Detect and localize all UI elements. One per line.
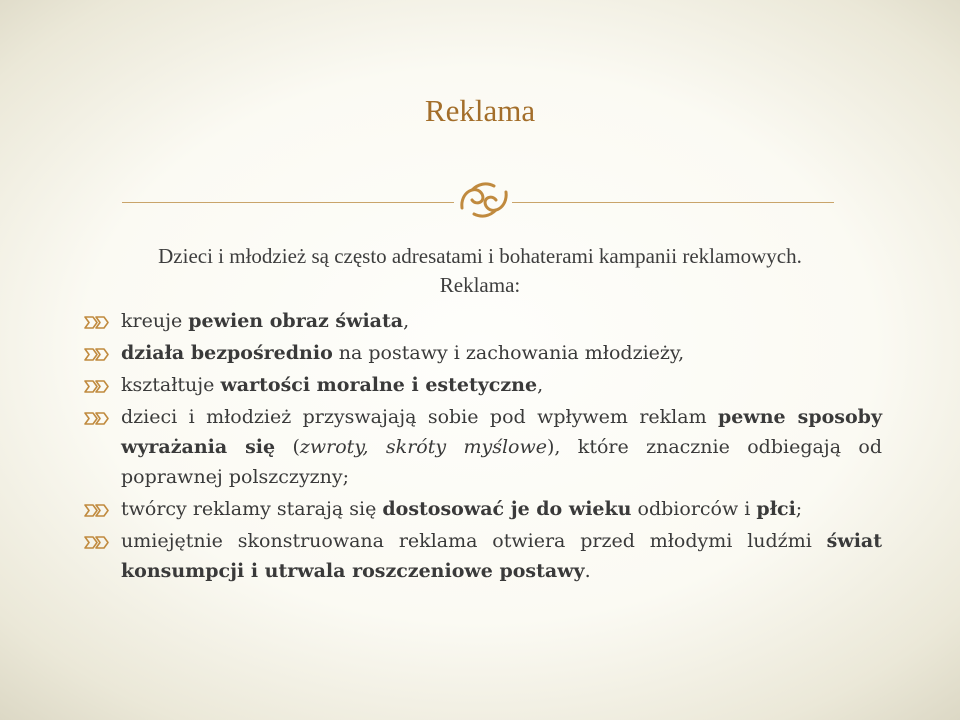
double-ribbon-bullet-icon [84,535,111,550]
title-divider-left [122,202,454,203]
bullet-item [82,402,882,492]
bullet-text-part: kształtuje [121,374,221,396]
bullet-text [121,374,543,396]
bullet-text-part: twórcy reklamy starają się [121,498,383,520]
bullet-text [121,406,882,488]
bullet-text-part: dzieci i młodzież przyswajają sobie pod wpływem reklam [121,406,719,428]
bullet-text-bold: pewien obraz świata [188,310,404,332]
bullet-item [82,306,882,336]
bullet-text-part: ; [795,498,803,520]
bullet-text-bold: działa bezpośrednio [121,342,333,364]
bullet-text-bold: wartości moralne i estetyczne [220,374,538,396]
bullet-item [82,338,882,368]
bullet-text-part: ), które znacznie odbiegają od poprawnej polszczyzny; [121,436,882,488]
bullet-text [121,310,409,332]
bullet-text [121,342,684,364]
bullet-text-part: . [584,560,591,582]
bullet-text [121,530,882,582]
bullet-text-part: umiejętnie skonstruowana reklama otwiera przed młodymi ludźmi [121,530,827,552]
bullet-item [82,494,882,524]
bullet-text-bold: pewne sposoby wyrażania się [121,406,882,458]
bullet-text-part: , [537,374,544,396]
double-ribbon-bullet-icon [84,411,111,426]
bullet-text-part: odbiorców i [631,498,757,520]
slide-title: Reklama [424,93,536,128]
bullet-text-bold: świat konsumpcji i utrwala roszczeniowe postawy [121,530,882,582]
bullet-item [82,526,882,586]
bullet-text-part: , [403,310,410,332]
swirl-ornament-icon [456,178,512,222]
double-ribbon-bullet-icon [84,315,111,330]
bullet-item [82,370,882,400]
bullet-text [121,498,802,520]
bullet-text-bold: dostosować je do wieku [382,498,632,520]
intro-text: Dzieci i młodzież są często adresatami i bohaterami kampanii reklamowych. Reklama: [158,244,802,297]
bullet-text-italic: zwroty, skróty myślowe [299,436,547,458]
bullet-text-part: ( [275,436,300,458]
double-ribbon-bullet-icon [84,347,111,362]
double-ribbon-bullet-icon [84,503,111,518]
title-divider-right [512,202,834,203]
bullet-text-part: na postawy i zachowania młodzieży, [332,342,685,364]
double-ribbon-bullet-icon [84,379,111,394]
bullet-text-part: kreuje [121,310,189,332]
bullet-list [82,306,882,586]
bullet-text-bold: płci [756,498,796,520]
